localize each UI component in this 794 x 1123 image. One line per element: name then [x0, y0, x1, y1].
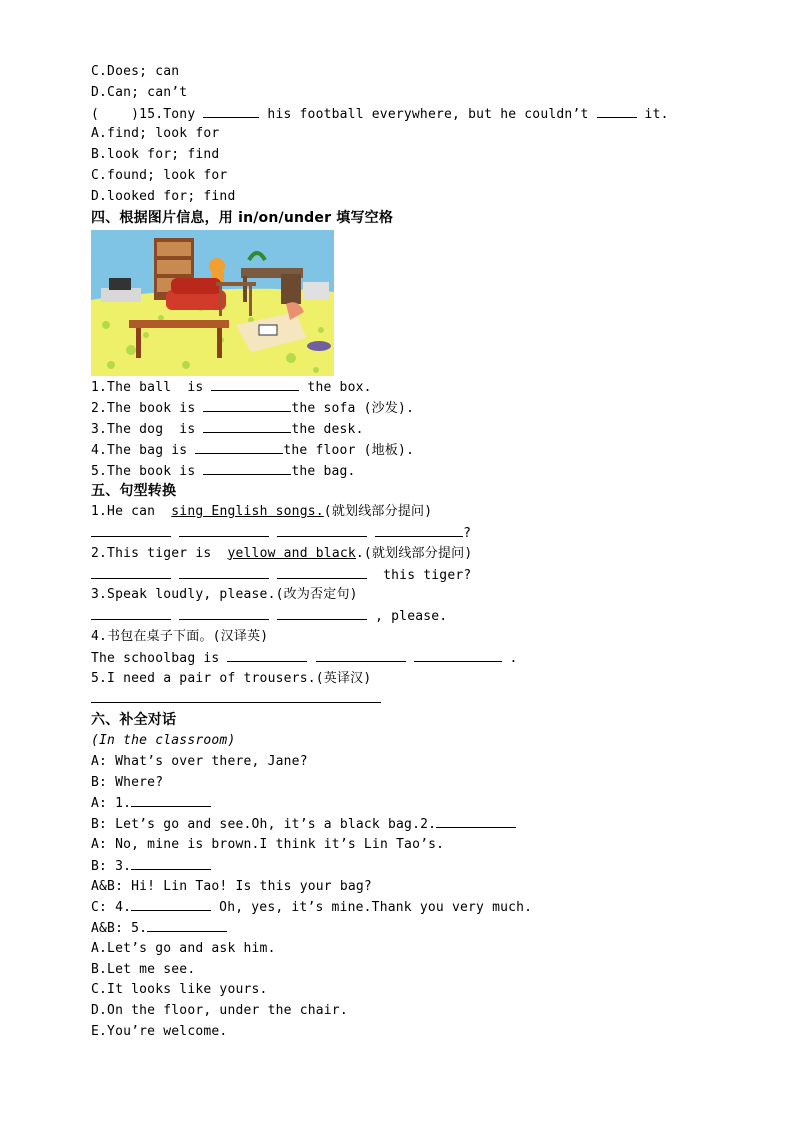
- answer-blank[interactable]: [91, 565, 171, 579]
- answer-blank[interactable]: [203, 461, 291, 475]
- option-d: D.looked for; find: [91, 188, 236, 204]
- room-illustration: [91, 230, 334, 376]
- answer-line: [91, 689, 711, 710]
- item-text-end: the sofa (沙发).: [291, 401, 415, 417]
- answer-blank[interactable]: [131, 856, 211, 870]
- fill-item: [91, 440, 711, 461]
- dialogue-line: [91, 856, 711, 877]
- answer-blank[interactable]: [131, 897, 211, 911]
- dialogue-line: [91, 793, 711, 814]
- dialogue-line: [91, 897, 711, 918]
- question-mark: ?: [463, 525, 472, 541]
- line-text: B: Let’s go and see.Oh, it’s a black bag.2.: [91, 817, 437, 833]
- answer-blank[interactable]: [203, 398, 291, 412]
- answer-blank[interactable]: [179, 523, 269, 537]
- item-text-end: the bag.: [291, 463, 356, 479]
- answer-blank[interactable]: [179, 606, 269, 620]
- instruction-text: .(就划线部分提问): [355, 545, 473, 561]
- answer-blank[interactable]: [91, 606, 171, 620]
- dialogue-line: B: Where?: [91, 774, 164, 790]
- item-text-end: the floor (地板).: [283, 442, 415, 458]
- dialogue-line: A&B: Hi! Lin Tao! Is this your bag?: [91, 878, 372, 894]
- option-e: E.You’re welcome.: [91, 1024, 228, 1040]
- answer-blank[interactable]: [277, 606, 367, 620]
- option-d: D.Can; can’t: [91, 84, 188, 100]
- item-text: 5.The book is: [91, 463, 204, 479]
- item-text-end: the desk.: [291, 421, 364, 437]
- dialogue-line: [91, 918, 711, 939]
- instruction-text: (就划线部分提问): [323, 504, 433, 520]
- line-end-text: .: [501, 650, 518, 666]
- item-text: 1.He can: [91, 504, 172, 520]
- line-end-text: this tiger?: [367, 567, 472, 583]
- answer-blank[interactable]: [203, 419, 291, 433]
- line-text: A: 1.: [91, 796, 132, 812]
- answer-line: [91, 565, 711, 586]
- option-c: C.It looks like yours.: [91, 982, 268, 998]
- fill-item: [91, 377, 711, 398]
- transform-item-2: [91, 544, 711, 565]
- fill-item: [91, 398, 711, 419]
- answer-blank[interactable]: [179, 565, 269, 579]
- answer-line: [91, 523, 711, 544]
- answer-blank[interactable]: [316, 648, 406, 662]
- answer-blank[interactable]: [277, 523, 367, 537]
- q15-text: 15.Tony: [139, 106, 204, 122]
- line-end-text: , please.: [367, 609, 448, 625]
- answer-blank[interactable]: [91, 689, 381, 703]
- answer-blank[interactable]: [91, 523, 171, 537]
- section-5-heading: 五、句型转换: [91, 483, 177, 500]
- question-15: [91, 104, 711, 125]
- answer-line: [91, 648, 711, 669]
- item-text: 2.This tiger is: [91, 545, 228, 561]
- answer-blank[interactable]: [277, 565, 367, 579]
- answer-blank[interactable]: [414, 648, 502, 662]
- option-a: A.find; look for: [91, 126, 220, 142]
- transform-item-3: 3.Speak loudly, please.(改为否定句): [91, 587, 358, 603]
- transform-item-1: [91, 502, 711, 523]
- item-text: 4.The bag is: [91, 442, 196, 458]
- transform-item-4: 4.书包在桌子下面。(汉译英): [91, 628, 269, 644]
- option-b: B.look for; find: [91, 147, 220, 163]
- option-b: B.Let me see.: [91, 961, 196, 977]
- section-4-heading: 四、根据图片信息，用 in/on/under 填写空格: [91, 209, 394, 226]
- fill-item: [91, 419, 711, 440]
- answer-blank[interactable]: [147, 918, 227, 932]
- answer-blank[interactable]: [211, 377, 299, 391]
- item-text: The schoolbag is: [91, 650, 228, 666]
- underlined-phrase: yellow and black: [227, 545, 356, 561]
- line-text: C: 4.: [91, 900, 132, 916]
- item-text: 2.The book is: [91, 401, 204, 417]
- section-6-heading: 六、补全对话: [91, 712, 177, 729]
- worksheet-page: [91, 62, 711, 1043]
- answer-blank[interactable]: [203, 104, 259, 118]
- line-text-end: Oh, yes, it’s mine.Thank you very much.: [211, 900, 533, 916]
- line-text: A&B: 5.: [91, 921, 148, 937]
- option-c: C.Does; can: [91, 64, 180, 79]
- item-text: 3.The dog is: [91, 421, 204, 437]
- dialogue-line: [91, 814, 711, 835]
- answer-blank[interactable]: [597, 104, 637, 118]
- item-text-end: the box.: [299, 380, 372, 396]
- option-a: A.Let’s go and ask him.: [91, 940, 276, 956]
- underlined-phrase: sing English songs.: [171, 504, 324, 520]
- answer-line: [91, 606, 711, 627]
- transform-item-5: 5.I need a pair of trousers.(英译汉): [91, 670, 372, 686]
- line-text: B: 3.: [91, 858, 132, 874]
- dialogue-line: A: What’s over there, Jane?: [91, 753, 308, 769]
- answer-blank[interactable]: [195, 440, 283, 454]
- answer-paren: ( ): [91, 106, 140, 122]
- fill-item: [91, 461, 711, 482]
- option-d: D.On the floor, under the chair.: [91, 1003, 348, 1019]
- answer-blank[interactable]: [131, 793, 211, 807]
- option-c: C.found; look for: [91, 167, 228, 183]
- dialogue-line: A: No, mine is brown.I think it’s Lin Tao’s.: [91, 836, 445, 852]
- q15-text-end: it.: [636, 106, 669, 122]
- item-text: 1.The ball is: [91, 380, 212, 396]
- answer-blank[interactable]: [375, 523, 463, 537]
- dialogue-scene: (In the classroom): [91, 732, 236, 748]
- answer-blank[interactable]: [436, 814, 516, 828]
- answer-blank[interactable]: [227, 648, 307, 662]
- q15-text-mid: his football everywhere, but he couldn’t: [259, 106, 597, 122]
